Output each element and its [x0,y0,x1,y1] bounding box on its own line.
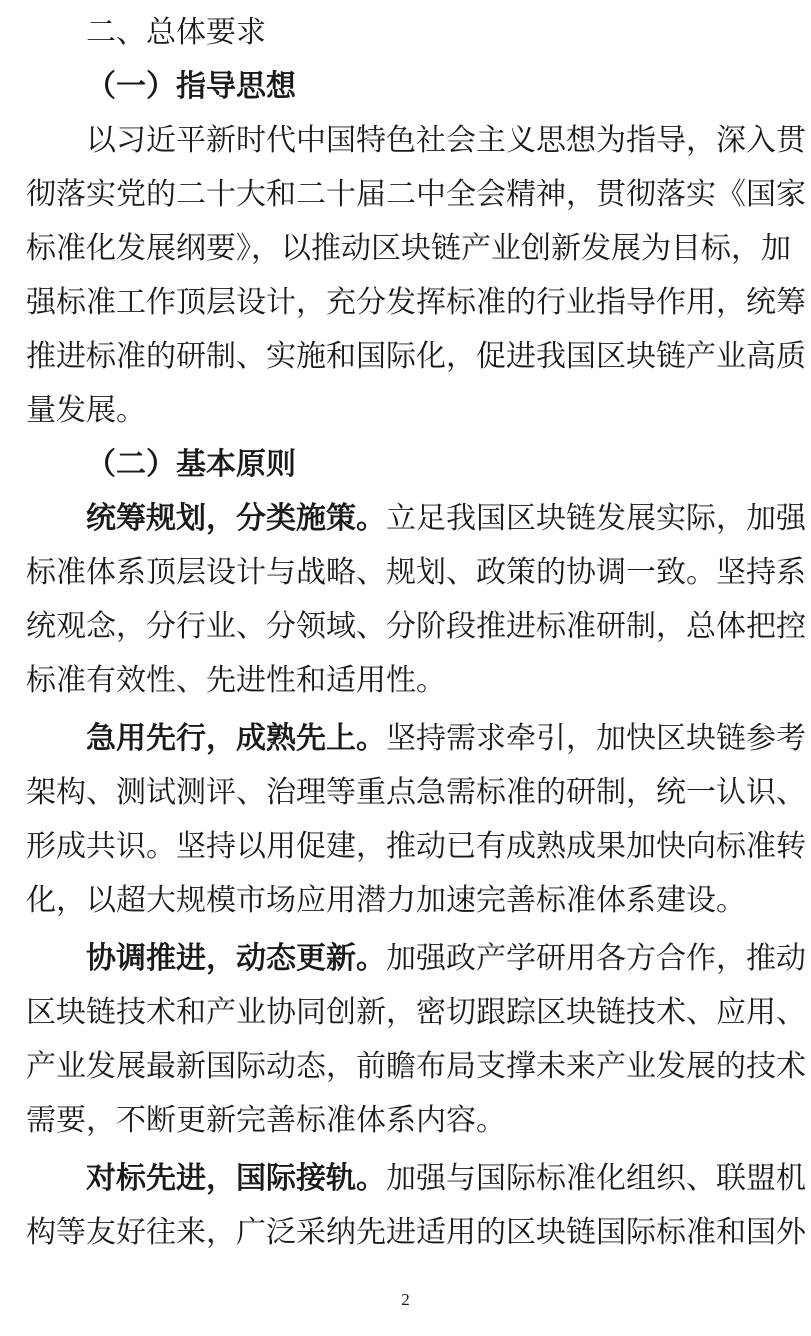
paragraph-line: 以习近平新时代中国特色社会主义思想为指导，深入贯 [86,123,806,158]
paragraph-line [26,492,806,546]
paragraph-line [26,1152,806,1206]
principle-text: 加强政产学研用各方合作，推动 [386,941,806,976]
paragraph-line: 区块链技术和产业协同创新，密切跟踪区块链技术、应用、 [26,995,806,1030]
paragraph-line: 标准有效性、先进性和适用性。 [26,663,446,698]
paragraph-line [26,932,806,986]
paragraph-line: 推进标准的研制、实施和国际化，促进我国区块链产业高质 [26,339,806,374]
paragraph-line: 产业发展最新国际动态，前瞻布局支撑未来产业发展的技术 [26,1049,806,1084]
paragraph-line: 标准化发展纲要》，以推动区块链产业创新发展为目标，加 [26,231,791,266]
paragraph-line [26,712,806,766]
paragraph-line: 架构、测试测评、治理等重点急需标准的研制，统一认识、 [26,775,806,810]
paragraph-line: 形成共识。坚持以用促建，推动已有成熟成果加快向标准转 [26,829,806,864]
principle-lead: 急用先行，成熟先上。 [86,721,386,756]
principle-lead: 对标先进，国际接轨。 [86,1161,386,1196]
principle-paragraph-4 [26,1152,806,1260]
principle-paragraph-1 [26,492,806,708]
principle-lead: 统筹规划，分类施策。 [86,501,386,536]
paragraph-line: 量发展。 [26,393,146,428]
paragraph-line: 统观念，分行业、分领域、分阶段推进标准研制，总体把控 [26,609,806,644]
principle-lead: 协调推进，动态更新。 [86,941,386,976]
principle-text: 坚持需求牵引，加快区块链参考 [386,721,806,756]
principle-text: 立足我国区块链发展实际，加强 [386,501,806,536]
principle-paragraph-2 [26,712,806,928]
guiding-ideology-heading: （一）指导思想 [86,69,296,104]
basic-principles-heading: （二）基本原则 [86,447,296,482]
principle-paragraph-3 [26,932,806,1148]
page-number: 2 [401,1290,410,1309]
guiding-ideology-paragraph [26,114,806,438]
paragraph-line: 需要，不断更新完善标准体系内容。 [26,1103,506,1138]
paragraph-line: 化，以超大规模市场应用潜力加速完善标准体系建设。 [26,883,746,918]
paragraph-line: 强标准工作顶层设计，充分发挥标准的行业指导作用，统筹 [26,285,806,320]
paragraph-line: 构等友好往来，广泛采纳先进适用的区块链国际标准和国外 [26,1215,806,1250]
paragraph-line: 标准体系顶层设计与战略、规划、政策的协调一致。坚持系 [26,555,806,590]
section-heading: 二、总体要求 [86,15,266,50]
document-body [26,6,806,1260]
paragraph-line: 彻落实党的二十大和二十届二中全会精神，贯彻落实《国家 [26,177,806,212]
principle-text: 加强与国际标准化组织、联盟机 [386,1161,806,1196]
